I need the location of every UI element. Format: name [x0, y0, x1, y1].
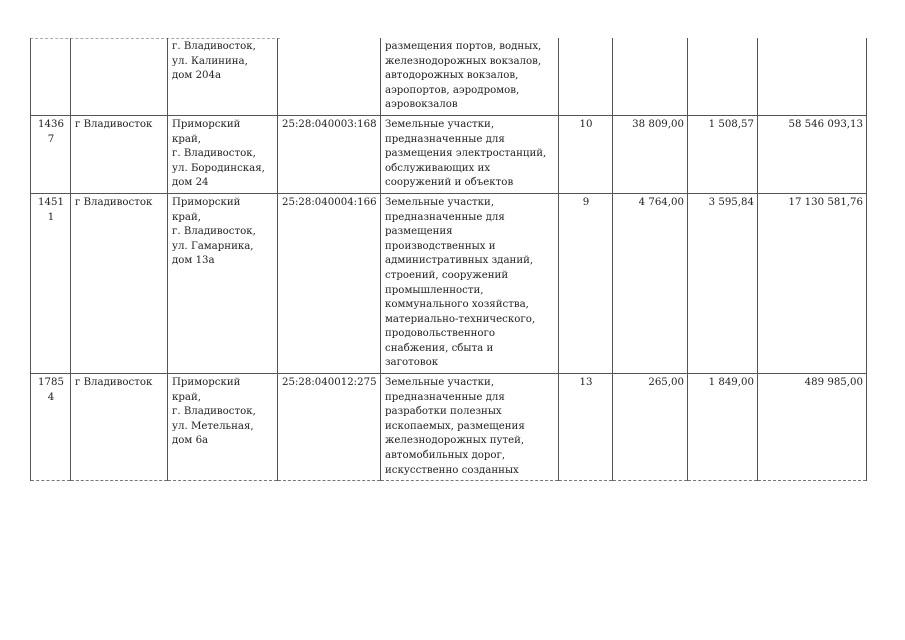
address-line: ул. Гамарника, — [172, 240, 254, 252]
land-purpose-line: материально-технического, — [385, 313, 536, 325]
address-line: г. Владивосток, — [172, 41, 256, 52]
address-line: дом 13а — [172, 255, 215, 267]
address-line: ул. Метельная, — [172, 420, 254, 432]
land-purpose-line: Земельные участки, — [385, 196, 495, 208]
land-purpose-line: железнодорожных вокзалов, — [385, 55, 542, 67]
address-line: Приморский — [172, 196, 241, 208]
address-cell — [168, 38, 278, 115]
land-purpose-line: Земельные участки, — [385, 377, 495, 389]
city-cell: г Владивосток — [71, 374, 168, 481]
table-row — [31, 374, 867, 481]
land-purpose-cell — [381, 38, 559, 115]
land-purpose-line: автодорожных вокзалов, — [385, 70, 519, 82]
cadastral-rate-cell: 1 508,57 — [688, 115, 758, 193]
cadastral-number-cell — [278, 38, 381, 115]
land-purpose-line: сооружений и объектов — [385, 177, 514, 189]
address-line: Приморский — [172, 377, 241, 389]
land-purpose-line: размещения портов, водных, — [385, 41, 542, 52]
land-purpose-cell — [381, 374, 559, 481]
land-purpose-line: строений, сооружений — [385, 269, 509, 281]
area-cell: 265,00 — [613, 374, 688, 481]
address-cell — [168, 115, 278, 193]
table-row — [31, 193, 867, 373]
land-purpose-line: предназначенные для — [385, 211, 505, 223]
address-line: Приморский — [172, 118, 241, 130]
land-purpose-line: производственных и — [385, 240, 496, 252]
cadastral-number-cell: 25:28:040004:166 — [278, 193, 381, 373]
city-cell — [71, 38, 168, 115]
cadastral-rate-cell: 1 849,00 — [688, 374, 758, 481]
land-purpose-line: снабжения, сбыта и — [385, 342, 494, 354]
land-plots-table — [30, 38, 867, 481]
land-purpose-cell — [381, 193, 559, 373]
cadastral-rate-cell — [688, 38, 758, 115]
land-purpose-line: железнодорожных путей, — [385, 435, 525, 447]
land-purpose-line: предназначенные для — [385, 391, 505, 403]
address-line: край, — [172, 211, 201, 223]
land-purpose-cell — [381, 115, 559, 193]
cadastral-number-cell: 25:28:040012:275 — [278, 374, 381, 481]
city-cell: г Владивосток — [71, 115, 168, 193]
address-line: г. Владивосток, — [172, 148, 256, 160]
land-purpose-line: продовольственного — [385, 328, 496, 340]
plot-id-cell: 14511 — [31, 193, 71, 373]
land-purpose-line: размещения — [385, 226, 453, 238]
city-cell: г Владивосток — [71, 193, 168, 373]
land-purpose-line: заготовок — [385, 357, 439, 369]
land-purpose-line: предназначенные для — [385, 133, 505, 145]
land-purpose-line: коммунального хозяйства, — [385, 299, 529, 311]
address-line: г. Владивосток, — [172, 226, 256, 238]
land-purpose-line: автомобильных дорог, — [385, 450, 506, 462]
purpose-group-cell: 13 — [559, 374, 613, 481]
area-cell: 4 764,00 — [613, 193, 688, 373]
land-purpose-line: ископаемых, размещения — [385, 420, 525, 432]
address-line: ул. Калинина, — [172, 55, 248, 67]
plot-id-cell: 17854 — [31, 374, 71, 481]
land-purpose-line: размещения электростанций, — [385, 148, 547, 160]
plot-id-cell — [31, 38, 71, 115]
land-purpose-line: Земельные участки, — [385, 118, 495, 130]
address-cell — [168, 374, 278, 481]
area-cell — [613, 38, 688, 115]
cadastral-value-cell: 58 546 093,13 — [758, 115, 867, 193]
area-cell: 38 809,00 — [613, 115, 688, 193]
address-line: край, — [172, 391, 201, 403]
purpose-group-cell: 10 — [559, 115, 613, 193]
cadastral-number-cell: 25:28:040003:168 — [278, 115, 381, 193]
address-line: дом 24 — [172, 177, 209, 189]
address-line: дом 6а — [172, 435, 209, 447]
land-purpose-line: разработки полезных — [385, 406, 502, 418]
address-line: дом 204а — [172, 70, 222, 82]
table-row — [31, 115, 867, 193]
land-purpose-line: промышленности, — [385, 284, 484, 296]
table-row — [31, 38, 867, 115]
land-purpose-line: аэровокзалов — [385, 99, 458, 111]
cadastral-value-cell — [758, 38, 867, 115]
land-purpose-line: обслуживающих их — [385, 162, 491, 174]
cadastral-value-cell: 489 985,00 — [758, 374, 867, 481]
purpose-group-cell — [559, 38, 613, 115]
address-line: г. Владивосток, — [172, 406, 256, 418]
cadastral-value-cell: 17 130 581,76 — [758, 193, 867, 373]
address-line: край, — [172, 133, 201, 145]
land-purpose-line: административных зданий, — [385, 255, 534, 267]
land-purpose-line: искусственно созданных — [385, 464, 519, 476]
cadastral-rate-cell: 3 595,84 — [688, 193, 758, 373]
plot-id-cell: 14367 — [31, 115, 71, 193]
purpose-group-cell: 9 — [559, 193, 613, 373]
address-cell — [168, 193, 278, 373]
land-purpose-line: аэропортов, аэродромов, — [385, 84, 520, 96]
address-line: ул. Бородинская, — [172, 162, 265, 174]
